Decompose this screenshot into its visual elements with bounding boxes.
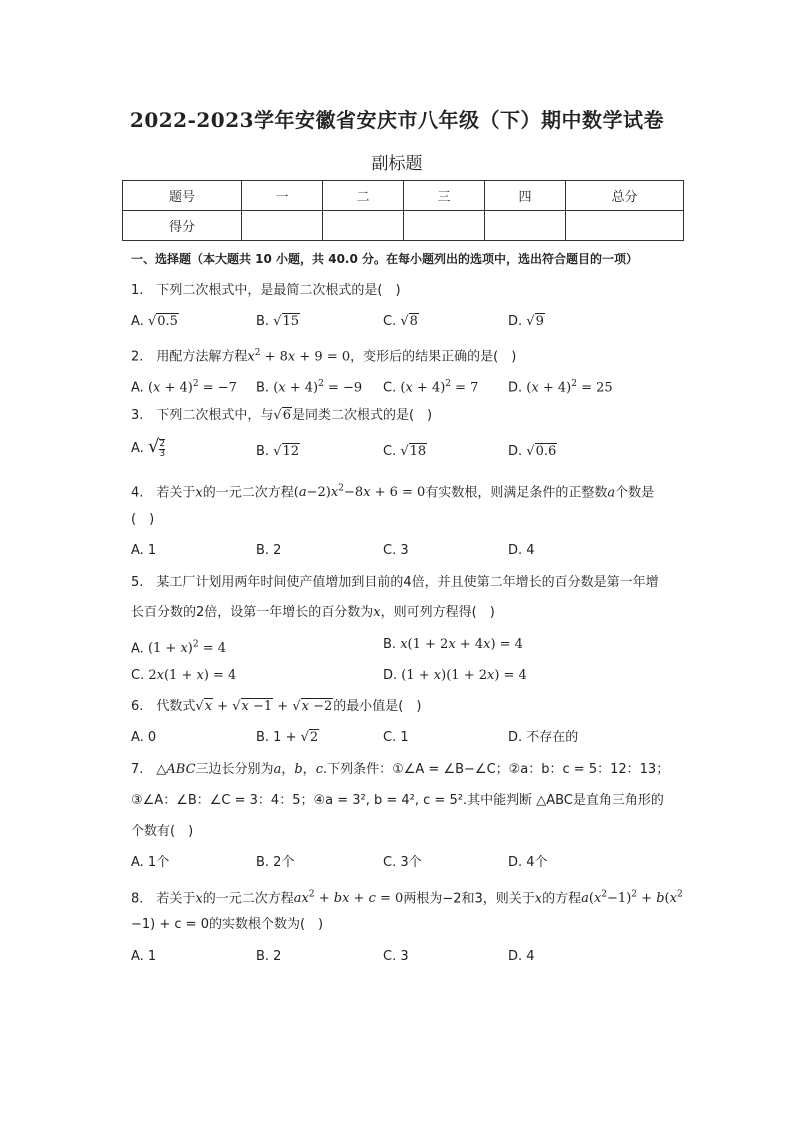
q2-option-d[interactable]: D. $(x + 4)^2 = 25$ — [508, 379, 613, 396]
q1-option-c[interactable]: C. √8 — [383, 314, 418, 329]
q5-option-a[interactable]: A. $(1 + x)^2 = 4$ — [131, 640, 227, 657]
q2-option-c[interactable]: C. $(x + 4)^2 = 7$ — [383, 379, 479, 396]
q8-option-d[interactable]: D. 4 — [508, 949, 535, 964]
q3-option-d[interactable]: D. √0.6 — [508, 444, 557, 459]
question-6-stem: 6. 代数式√x + √x −1 + √x −2的最小值是( ) — [131, 699, 422, 714]
score-cell[interactable] — [566, 211, 684, 241]
q7-option-d[interactable]: D. 4个 — [508, 855, 548, 870]
question-5-stem-line2: 长百分数的2倍，设第一年增长的百分数为x，则可列方程得( ) — [131, 605, 495, 620]
question-4-stem: 4. 若关于x的一元二次方程$(a-2)x^2-8x + 6 = 0$有实数根，则满足条件的正整数a个数是 — [131, 484, 655, 501]
score-cell[interactable] — [404, 211, 485, 241]
score-row-label: 得分 — [123, 211, 242, 241]
q6-option-a[interactable]: A. 0 — [131, 730, 157, 745]
q4-option-b[interactable]: B. 2 — [256, 543, 282, 558]
q4-option-d[interactable]: D. 4 — [508, 543, 535, 558]
q4-option-a[interactable]: A. 1 — [131, 543, 157, 558]
question-8-stem: 8. 若关于x的一元二次方程$ax^2$ + bx + c = 0两根为−2和3，则关于x的方程$a(x^2-1)^2 + b(x^2$ — [131, 890, 683, 907]
question-2-stem: 2. 用配方法解方程$x^2 + 8x + 9 = 0$，变形后的结果正确的是( ) — [131, 348, 517, 365]
q6-option-b[interactable]: B. 1 + √2 — [256, 730, 319, 745]
q2-option-a[interactable]: A. $(x + 4)^2 = -7$ — [131, 379, 237, 396]
q8-option-c[interactable]: C. 3 — [383, 949, 409, 964]
q1-option-d[interactable]: D. √9 — [508, 314, 544, 329]
q1-option-b[interactable]: B. √15 — [256, 314, 300, 329]
question-3-stem: 3. 下列二次根式中，与√6是同类二次根式的是( ) — [131, 408, 433, 423]
q1-option-a[interactable]: A. √0.5 — [131, 314, 178, 329]
score-table — [122, 180, 684, 241]
q6-option-d[interactable]: D. 不存在的 — [508, 730, 579, 745]
header-cell: 一 — [242, 181, 323, 211]
header-cell: 四 — [485, 181, 566, 211]
question-7-stem-line3: 个数有( ) — [131, 824, 194, 839]
q5-option-d[interactable]: D. (1 + x)(1 + 2x) = 4 — [383, 668, 527, 683]
q5-option-c[interactable]: C. 2x(1 + x) = 4 — [131, 668, 237, 683]
score-table-score-row — [123, 211, 684, 241]
q3-option-b[interactable]: B. √12 — [256, 444, 300, 459]
header-cell: 总分 — [566, 181, 684, 211]
header-cell: 三 — [404, 181, 485, 211]
question-8-stem-line2: −1) + c = 0的实数根个数为( ) — [131, 917, 324, 932]
score-cell[interactable] — [323, 211, 404, 241]
question-7-stem: 7. △ABC三边长分别为a，b，c.下列条件：①∠A = ∠B−∠C；②a：b：c = 5：12：13； — [131, 762, 670, 777]
header-cell: 题号 — [123, 181, 242, 211]
q4-option-c[interactable]: C. 3 — [383, 543, 409, 558]
question-4-stem-line2: ( ) — [131, 512, 155, 527]
q8-option-a[interactable]: A. 1 — [131, 949, 157, 964]
q6-option-c[interactable]: C. 1 — [383, 730, 409, 745]
score-cell[interactable] — [242, 211, 323, 241]
q8-option-b[interactable]: B. 2 — [256, 949, 282, 964]
q7-option-a[interactable]: A. 1个 — [131, 855, 170, 870]
score-cell[interactable] — [485, 211, 566, 241]
q3-option-c[interactable]: C. √18 — [383, 444, 427, 459]
q3-option-a[interactable]: A. √ $\frac{2}{3}$ — [131, 436, 166, 459]
q7-option-c[interactable]: C. 3个 — [383, 855, 422, 870]
section-heading: 一、选择题（本大题共 10 小题，共 40.0 分。在每小题列出的选项中，选出符合题目的一项） — [131, 252, 639, 266]
q7-option-b[interactable]: B. 2个 — [256, 855, 295, 870]
exam-subtitle: 副标题 — [371, 154, 423, 174]
header-cell: 二 — [323, 181, 404, 211]
exam-title: 2022-2023学年安徽省安庆市八年级（下）期中数学试卷 — [129, 108, 665, 132]
question-5-stem: 5. 某工厂计划用两年时间使产值增加到目前的4倍，并且使第二年增长的百分数是第一年增 — [131, 575, 659, 590]
question-7-stem-line2: ③∠A：∠B：∠C = 3：4：5；④a = 3², b = 4², c = 5².其中能判断 △ABC是直角三角形的 — [131, 793, 664, 808]
q2-option-b[interactable]: B. $(x + 4)^2 = -9$ — [256, 379, 363, 396]
question-1-stem: 1. 下列二次根式中，是最简二次根式的是( ) — [131, 283, 401, 298]
q5-option-b[interactable]: B. x(1 + 2x + 4x) = 4 — [383, 637, 523, 652]
score-table-header-row — [123, 181, 684, 211]
